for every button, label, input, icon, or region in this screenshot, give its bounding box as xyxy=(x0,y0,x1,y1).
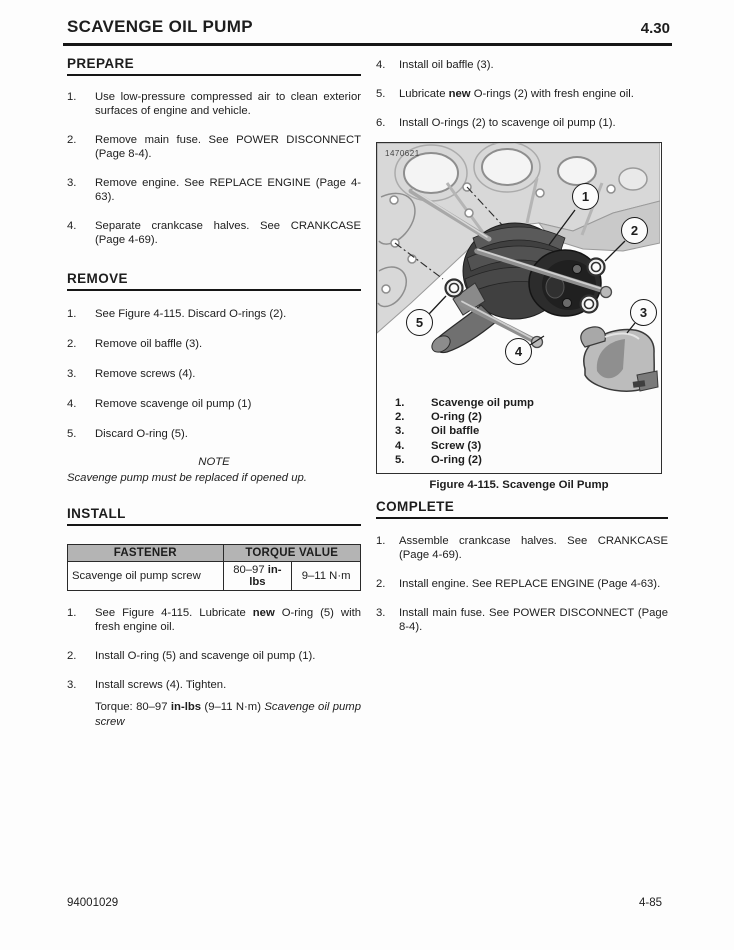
step-number: 1. xyxy=(67,607,77,619)
heading-complete: COMPLETE xyxy=(376,499,668,519)
heading-prepare: PREPARE xyxy=(67,56,361,76)
note-text: Scavenge pump must be replaced if opened up. xyxy=(67,472,307,484)
remove-step-2 xyxy=(67,337,361,351)
callout-2: 2 xyxy=(621,217,648,244)
remove-steps xyxy=(67,307,361,441)
install-step-5 xyxy=(376,87,668,101)
left-column xyxy=(67,56,361,730)
step-text: Install oil baffle (3). xyxy=(399,59,494,71)
callout-3: 3 xyxy=(630,299,657,326)
legend-item-4: 4. Screw (3) xyxy=(395,439,482,452)
step-number: 2. xyxy=(67,134,77,146)
page-number: 4-85 xyxy=(638,897,662,909)
step-text: Remove oil baffle (3). xyxy=(95,338,203,350)
legend-label: O-ring (2) xyxy=(431,411,482,424)
step-text: Install engine. See REPLACE ENGINE (Page 4-63). xyxy=(399,578,661,591)
torque-table-data-row xyxy=(68,562,361,591)
table-header-torque-value: TORQUE VALUE xyxy=(223,545,361,562)
install-step-1 xyxy=(67,606,361,634)
legend-label: Oil baffle xyxy=(431,425,480,438)
step-number: 1. xyxy=(67,91,77,103)
step-number: 6. xyxy=(376,117,386,129)
page-footer xyxy=(67,897,662,909)
step-text: Remove engine. See REPLACE ENGINE (Page 4-63). xyxy=(95,177,361,203)
figure-4-115 xyxy=(376,142,662,474)
step-text: Install screws (4). Tighten. xyxy=(95,679,227,691)
table-cell-torque-inlbs: 80–97 in-lbs xyxy=(223,562,292,591)
step-text: Install O-rings (2) to scavenge oil pump (1). xyxy=(399,117,616,129)
complete-step-3 xyxy=(376,606,668,634)
step-number: 3. xyxy=(376,607,386,620)
complete-step-2 xyxy=(376,577,668,591)
install-step-3 xyxy=(67,678,361,692)
legend-item-2: 2. O-ring (2) xyxy=(395,411,482,424)
section-number: 4.30 xyxy=(640,20,670,37)
step-text: See Figure 4-115. Discard O-rings (2). xyxy=(95,308,287,320)
prepare-step-2 xyxy=(67,133,361,161)
callout-1: 1 xyxy=(572,183,599,210)
torque-table xyxy=(67,544,361,591)
step-text: Assemble crankcase halves. See CRANKCASE (Page 4-69). xyxy=(399,535,668,562)
legend-label: Scavenge oil pump xyxy=(431,397,534,409)
step-text: Lubricate new O-rings (2) with fresh engine oil. xyxy=(399,88,634,100)
step-number: 5. xyxy=(376,88,386,100)
step-text: Remove scavenge oil pump (1) xyxy=(95,398,252,410)
step-text: See Figure 4-115. Lubricate new O-ring (5) with fresh engine oil. xyxy=(95,607,362,633)
table-cell-torque-nm: 9–11 N·m xyxy=(292,562,361,591)
table-cell-fastener: Scavenge oil pump screw xyxy=(68,562,224,591)
legend-label: Screw (3) xyxy=(431,439,482,452)
step-number: 2. xyxy=(376,578,386,591)
document-number: 94001029 xyxy=(67,897,119,909)
step-number: 4. xyxy=(67,220,77,232)
page-title: SCAVENGE OIL PUMP xyxy=(67,17,253,36)
step-number: 4. xyxy=(376,59,386,71)
step-text: Remove main fuse. See POWER DISCONNECT (Page 8-4). xyxy=(95,134,361,160)
callout-5: 5 xyxy=(406,309,433,336)
install-step-4 xyxy=(376,58,668,72)
complete-step-1 xyxy=(376,534,668,562)
step-number: 4. xyxy=(67,398,77,410)
figure-illustration xyxy=(377,143,660,393)
remove-step-4 xyxy=(67,397,361,411)
torque-table-header-row xyxy=(68,545,361,562)
install-step-6 xyxy=(376,116,668,130)
step-number: 1. xyxy=(376,535,386,548)
install-step-2 xyxy=(67,649,361,663)
torque-note: Torque: 80–97 in-lbs (9–11 N·m) Scavenge oil pump screw xyxy=(95,701,361,728)
prepare-step-3 xyxy=(67,176,361,204)
step-number: 1. xyxy=(67,308,77,320)
heading-install: INSTALL xyxy=(67,506,361,526)
prepare-step-1 xyxy=(67,90,361,118)
figure-legend xyxy=(377,393,661,473)
step-text: Discard O-ring (5). xyxy=(95,428,188,440)
step-number: 2. xyxy=(67,650,77,662)
note-label: NOTE xyxy=(198,456,230,468)
legend-item-5: 5. O-ring (2) xyxy=(395,453,482,466)
prepare-step-4 xyxy=(67,219,361,247)
oil-baffle-part xyxy=(581,327,658,391)
callout-4: 4 xyxy=(505,338,532,365)
remove-step-1 xyxy=(67,307,361,321)
figure-image-id: 1470621 xyxy=(385,149,420,158)
legend-label: O-ring (2) xyxy=(431,453,482,466)
step-text: Separate crankcase halves. See CRANKCASE (Page 4-69). xyxy=(95,220,361,246)
legend-item-3: 3. Oil baffle xyxy=(395,425,480,438)
step-number: 3. xyxy=(67,679,77,691)
step-number: 3. xyxy=(67,177,77,189)
step-text: Install O-ring (5) and scavenge oil pump (1). xyxy=(95,650,316,662)
heading-remove: REMOVE xyxy=(67,271,361,291)
figure-caption: Figure 4-115. Scavenge Oil Pump xyxy=(429,479,609,492)
table-header-fastener: FASTENER xyxy=(68,545,224,562)
step-text: Use low-pressure compressed air to clean exterior surfaces of engine and vehicle. xyxy=(95,91,361,117)
step-number: 3. xyxy=(67,368,77,380)
step-text: Remove screws (4). xyxy=(95,368,196,380)
remove-step-5 xyxy=(67,427,361,441)
legend-item-1: 1. Scavenge oil pump xyxy=(395,397,534,409)
page-header xyxy=(63,17,672,46)
right-column xyxy=(376,52,668,634)
step-number: 5. xyxy=(67,428,77,440)
step-number: 2. xyxy=(67,338,77,350)
remove-step-3 xyxy=(67,367,361,381)
step-text: Install main fuse. See POWER DISCONNECT (Page 8-4). xyxy=(399,607,668,634)
